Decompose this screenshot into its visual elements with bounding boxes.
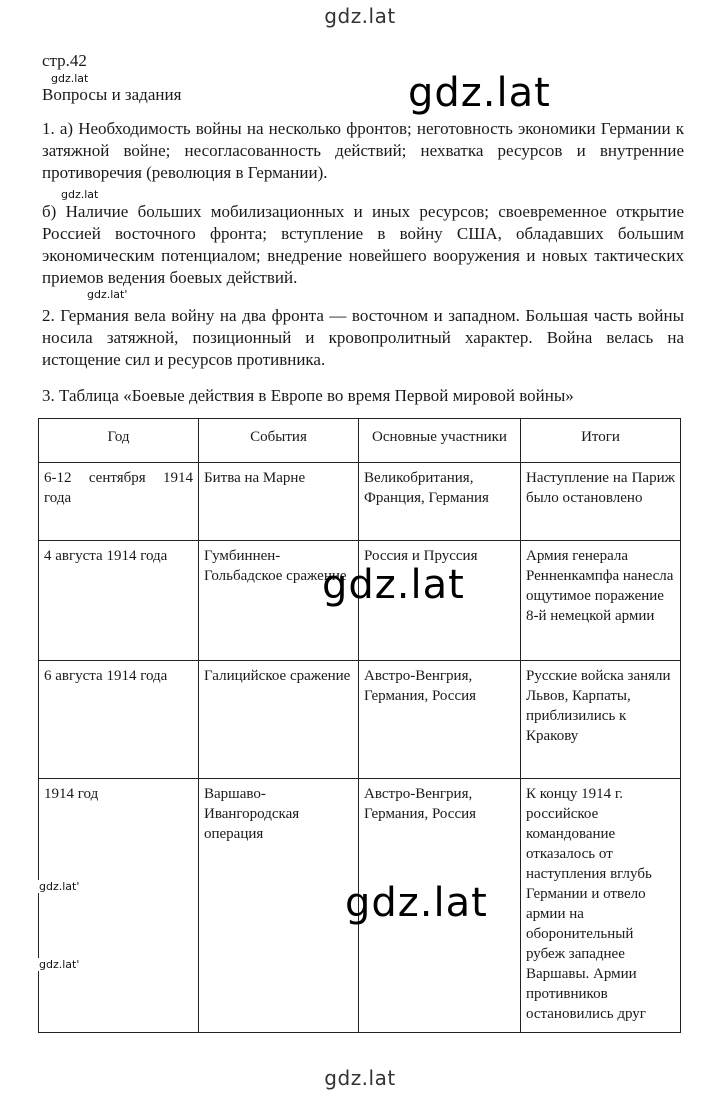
watermark-small: gdz.lat <box>51 72 89 85</box>
answer-3-caption: 3. Таблица «Боевые действия в Европе во время Первой мировой войны» <box>42 386 574 405</box>
answer-1b: б) Наличие больших мобилизационных и иных ресурсов; своевременное открытие Россией восточного фронта; вступление в войну США, обладавших большим экономическим потенциалом; внедрение новейшего вооружения и новых тактических приемов ведения боевых действий. <box>42 202 684 287</box>
cell-participants: Австро-Венгрия, Германия, Россия <box>359 779 521 1033</box>
cell-result: Русские войска заняли Львов, Карпаты, приблизились к Кракову <box>521 661 681 779</box>
watermark-small: gdz.lat' <box>39 880 80 893</box>
cell-year: 1914 год <box>39 779 199 1033</box>
table-row <box>39 463 681 541</box>
cell-participants: Австро-Венгрия, Германия, Россия <box>359 661 521 779</box>
watermark-top: gdz.lat <box>324 4 396 28</box>
page-reference: стр.42 <box>42 51 87 70</box>
watermark-big: gdz.lat <box>345 880 488 926</box>
cell-event: Битва на Марне <box>199 463 359 541</box>
column-header: События <box>199 419 359 463</box>
cell-event: Варшаво-Ивангородская операция <box>199 779 359 1033</box>
cell-result: К концу 1914 г. российское командование отказалось от наступления вглубь Германии и отвело армии на оборонительный рубеж западнее Варшавы. Армии противников остановились друг <box>521 779 681 1033</box>
watermark-big: gdz.lat <box>322 562 465 608</box>
cell-year: 4 августа 1914 года <box>39 541 199 661</box>
answer-1a: 1. а) Необходимость войны на несколько фронтов; неготовность экономики Германии к затяжной войне; несогласованность действий; нехватка ресурсов и внутренние противоречия (революция в Германии). <box>42 119 684 182</box>
table-row <box>39 661 681 779</box>
watermark-big: gdz.lat <box>408 70 551 116</box>
cell-year: 6 августа 1914 года <box>39 661 199 779</box>
watermark-small: gdz.lat' <box>87 288 128 301</box>
events-table <box>38 418 681 1033</box>
answer-2: 2. Германия вела войну на два фронта — восточном и западном. Большая часть войны носила затяжной, позиционный и кровопролитный характер. Война велась на истощение сил и ресурсов противника. <box>42 306 684 369</box>
section-title: Вопросы и задания <box>42 85 182 104</box>
watermark-small: gdz.lat' <box>39 958 80 971</box>
cell-participants: Великобритания, Франция, Германия <box>359 463 521 541</box>
column-header: Основные участники <box>359 419 521 463</box>
cell-participants: Россия и Пруссия <box>359 541 521 661</box>
column-header: Итоги <box>521 419 681 463</box>
column-header: Год <box>39 419 199 463</box>
watermark-small: gdz.lat <box>61 188 99 201</box>
cell-event: Гумбиннен-Гольбадское сражение <box>199 541 359 661</box>
cell-year: 6-12 сентября 1914 года <box>39 463 199 541</box>
table-header-row <box>39 419 681 463</box>
cell-event: Галицийское сражение <box>199 661 359 779</box>
cell-result: Наступление на Париж было остановлено <box>521 463 681 541</box>
watermark-bottom: gdz.lat <box>324 1066 396 1090</box>
cell-result: Армия генерала Ренненкампфа нанесла ощутимое поражение 8-й немецкой армии <box>521 541 681 661</box>
